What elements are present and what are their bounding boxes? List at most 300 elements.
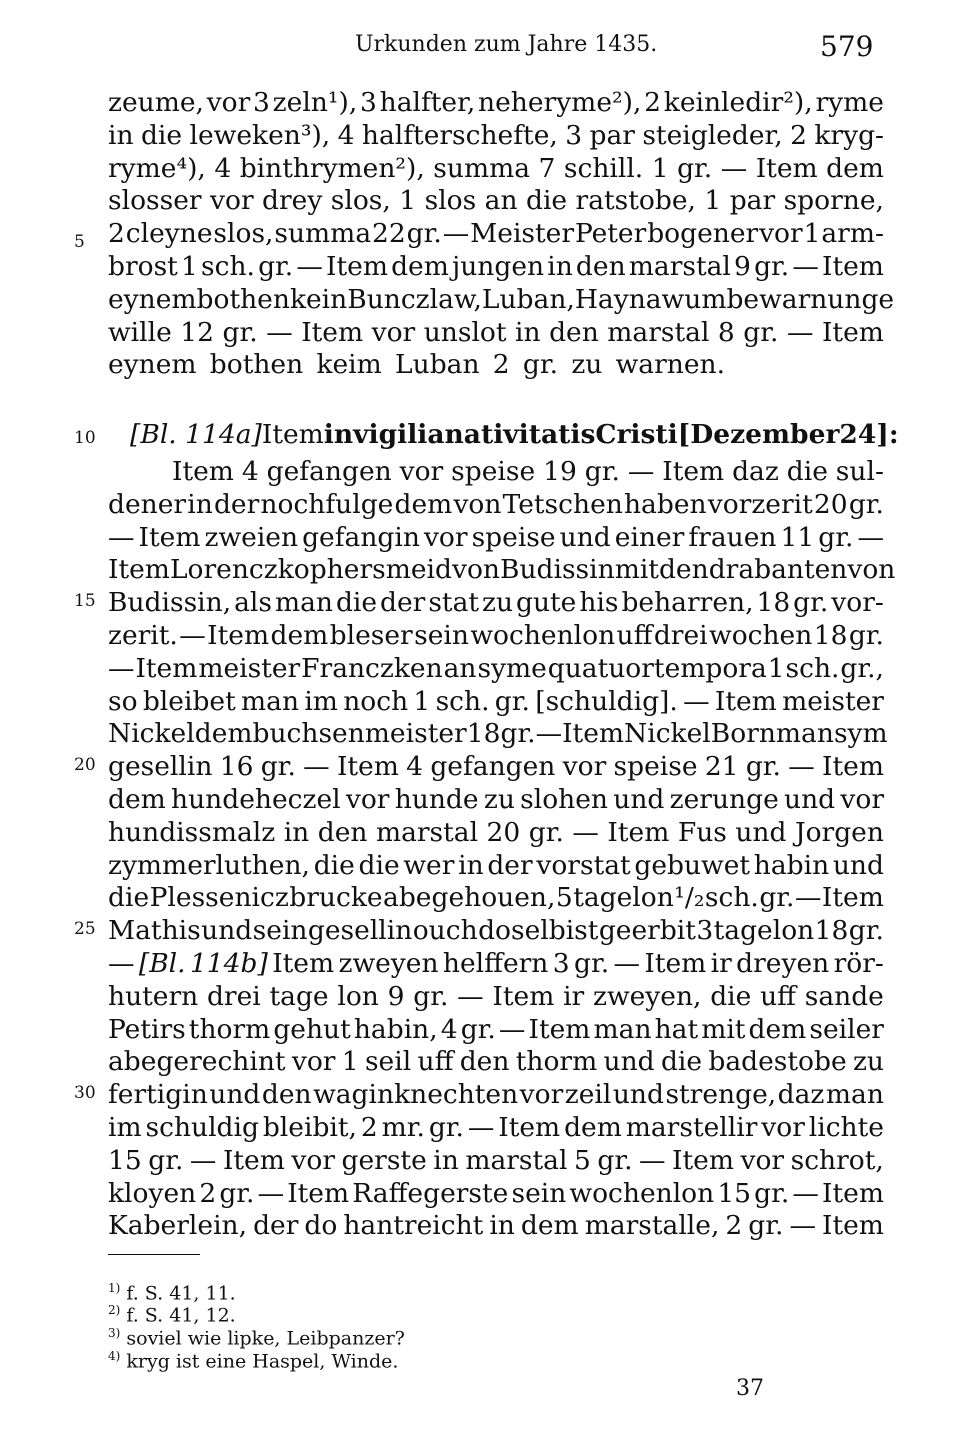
- word: —: [792, 1177, 819, 1209]
- word: Item: [207, 620, 270, 651]
- word: Peter: [574, 218, 647, 250]
- word: zu: [571, 349, 603, 381]
- word: sul-: [835, 456, 884, 487]
- word: 3: [696, 915, 714, 947]
- word: hat: [654, 1013, 699, 1045]
- word: wille: [108, 316, 172, 348]
- word: gr.: [500, 718, 536, 750]
- word: eynem: [108, 283, 197, 315]
- word: Item: [138, 521, 201, 553]
- word: den: [317, 816, 368, 848]
- text-line: [108, 521, 884, 555]
- word: gr.: [818, 521, 854, 553]
- word: 4: [337, 119, 355, 151]
- word: zerunge: [669, 784, 779, 815]
- word: hundeheczel: [171, 784, 341, 815]
- word: Item: [755, 152, 818, 184]
- word: umbe: [684, 283, 760, 315]
- word: tage: [269, 980, 329, 1012]
- word: 1: [180, 251, 198, 282]
- word: wochen: [709, 620, 813, 651]
- word: gr.: [258, 251, 294, 282]
- word: tagelon: [573, 882, 674, 914]
- footnote-text: kryg ist eine Haspel, Winde.: [126, 1350, 399, 1373]
- word: steigleder,: [642, 119, 783, 151]
- word: dreyen: [736, 948, 830, 979]
- text-line: [108, 914, 884, 948]
- word: 18: [813, 620, 848, 651]
- word: schill.: [563, 152, 644, 184]
- word: —: [108, 521, 135, 553]
- word: 2: [492, 349, 510, 381]
- footnote-text: soviel wie lipke, Leibpanzer?: [126, 1327, 405, 1350]
- word: bogener: [647, 218, 759, 250]
- word: in: [458, 849, 484, 881]
- word: Item: [336, 751, 399, 783]
- word: seil: [364, 1046, 412, 1078]
- word: die: [358, 849, 400, 881]
- word: sch.: [435, 685, 490, 717]
- word: Item: [714, 685, 777, 717]
- text-line: [108, 1209, 884, 1243]
- word: neheryme²),: [478, 87, 642, 118]
- footnote-mark: 2): [108, 1303, 121, 1317]
- word: sein: [414, 620, 469, 651]
- word: dem: [394, 488, 453, 520]
- word: 3: [565, 119, 583, 151]
- word: strenge,: [665, 1079, 777, 1111]
- text-line: [108, 1144, 884, 1178]
- word: vor: [761, 1112, 805, 1143]
- word: zeln¹),: [272, 87, 358, 118]
- word: gr.: [406, 218, 442, 250]
- word: drei: [653, 620, 708, 651]
- word: —: [794, 882, 822, 914]
- word: in: [547, 251, 573, 282]
- word: 9: [387, 980, 405, 1012]
- word: eynem: [108, 349, 197, 381]
- word: jungen: [452, 251, 545, 282]
- word: Item: [272, 948, 335, 979]
- word: ouch: [412, 915, 478, 947]
- word: dem: [391, 251, 449, 282]
- word: Item: [821, 316, 884, 348]
- word: Item: [607, 816, 670, 848]
- word: ir: [710, 948, 732, 979]
- word: vor: [840, 784, 884, 815]
- word: im: [304, 685, 338, 717]
- word: 1: [341, 1046, 359, 1078]
- word: und: [613, 784, 665, 815]
- word: in: [108, 119, 134, 151]
- text-line: [108, 1013, 884, 1047]
- word: Item: [222, 1144, 285, 1176]
- word: vor: [399, 456, 444, 487]
- word: stat: [428, 587, 480, 619]
- heading-word: [Dezember: [677, 419, 840, 450]
- word: in: [489, 1210, 515, 1242]
- text-line: [108, 849, 884, 883]
- word: marstellir: [625, 1112, 758, 1143]
- word: die: [525, 185, 568, 217]
- heading-word: in: [323, 419, 354, 450]
- word: gr.: [743, 316, 779, 348]
- word: sein: [511, 1177, 567, 1209]
- word: gr.: [148, 1144, 184, 1176]
- word: habin: [753, 849, 830, 881]
- word: —: [683, 685, 710, 717]
- word: par: [729, 185, 776, 217]
- word: thorm: [515, 1046, 598, 1078]
- word: Item: [644, 948, 707, 979]
- word: vor: [371, 316, 416, 348]
- word: —: [627, 456, 655, 487]
- word: gr.: [573, 948, 610, 979]
- word: ryme: [815, 87, 884, 118]
- word: dem: [748, 1013, 807, 1045]
- word: seiler: [809, 1013, 884, 1045]
- word: daz: [732, 456, 779, 487]
- heading-word: 24]:: [839, 419, 899, 450]
- word: drey: [262, 185, 323, 217]
- word: die: [786, 456, 828, 487]
- running-title: Urkunden zum Jahre 1435.: [355, 32, 658, 57]
- word: zu: [482, 587, 514, 619]
- word: man: [593, 1013, 652, 1045]
- word: hantreicht: [343, 1210, 484, 1242]
- word: speise: [471, 521, 556, 553]
- word: bleser: [329, 620, 413, 651]
- word: zeil: [564, 1079, 612, 1111]
- text-line: [108, 553, 896, 587]
- word: Mathis: [108, 915, 201, 947]
- word: gerste: [341, 1144, 427, 1176]
- word: Jorgen: [794, 816, 884, 848]
- word: fertigin: [108, 1079, 208, 1111]
- word: keinledir²),: [663, 87, 813, 118]
- word: daz: [777, 1079, 825, 1111]
- word: beharren,: [621, 587, 754, 619]
- word: 4: [241, 456, 259, 487]
- word: zu: [483, 784, 515, 815]
- word: gr.: [848, 488, 884, 520]
- text-line: [108, 250, 884, 284]
- word: dem: [520, 1210, 579, 1242]
- word: tagelon: [713, 915, 815, 947]
- word: 1: [413, 685, 431, 717]
- word: —: [613, 948, 640, 979]
- word: von: [847, 554, 896, 586]
- text-line: [108, 1177, 884, 1211]
- word: gr.: [528, 816, 564, 848]
- word: Item: [672, 1144, 734, 1176]
- word: slos: [424, 185, 477, 217]
- word: die: [710, 980, 752, 1012]
- word: die: [140, 119, 183, 151]
- word: doselbist: [478, 915, 599, 947]
- word: abegerechint: [108, 1046, 286, 1078]
- word: mit: [614, 554, 659, 586]
- text-line: [108, 1078, 884, 1112]
- word: —: [467, 1112, 495, 1143]
- word: gute: [516, 587, 577, 619]
- word: gr.: [754, 1177, 790, 1209]
- word: sch.: [785, 652, 840, 684]
- word: an: [484, 185, 518, 217]
- word: gr.,: [840, 652, 884, 684]
- word: summa: [274, 218, 372, 250]
- line-number: 20: [74, 755, 96, 775]
- word: Item: [822, 1177, 884, 1209]
- word: der: [487, 849, 533, 881]
- text-line: [108, 980, 884, 1014]
- word: wer: [403, 849, 455, 881]
- word: ratstobe,: [575, 185, 696, 217]
- word: Haynaw: [574, 283, 685, 315]
- word: vorzerit: [707, 488, 813, 520]
- word: unslot: [423, 316, 507, 348]
- text-line: [108, 283, 895, 317]
- word: 12: [180, 316, 215, 348]
- word: —: [442, 218, 470, 250]
- word: 1: [399, 185, 417, 217]
- section-heading: [130, 418, 899, 452]
- word: —: [639, 1144, 666, 1176]
- word: und: [832, 849, 884, 881]
- word: vor: [210, 185, 254, 217]
- word: vor: [740, 1144, 785, 1176]
- word: wochenlon: [569, 1177, 715, 1209]
- word: 1: [767, 652, 785, 684]
- word: gr.: [759, 882, 795, 914]
- word: in: [187, 488, 213, 520]
- text-line: [108, 881, 884, 915]
- word: [schuldig].: [535, 685, 678, 717]
- text-line: [172, 455, 884, 489]
- word: Item: [822, 751, 884, 783]
- word: und: [603, 1046, 655, 1078]
- word: vor: [519, 1079, 564, 1111]
- word: —: [108, 948, 135, 979]
- word: hundissmalz: [108, 816, 276, 848]
- word: gr.: [748, 1210, 784, 1242]
- word: marstal: [607, 316, 710, 348]
- word: der: [380, 587, 426, 619]
- heading-word: nativitatis: [444, 419, 596, 450]
- word: Tetschen: [502, 488, 623, 520]
- word: cleyne: [125, 218, 213, 250]
- word: Budissin,: [108, 587, 232, 619]
- word: zweien: [204, 521, 299, 553]
- word: bothen: [196, 283, 290, 315]
- text-line: [108, 316, 884, 350]
- word: slos,: [213, 218, 274, 250]
- word: den: [459, 1046, 510, 1078]
- word: thorm: [188, 1013, 271, 1045]
- word: dener: [108, 488, 187, 520]
- word: gr.: [260, 751, 296, 783]
- word: —: [303, 751, 330, 783]
- word: Budissin: [499, 554, 615, 586]
- word: die: [660, 1046, 703, 1078]
- word: in: [433, 1144, 459, 1176]
- page-number: 579: [820, 30, 874, 63]
- word: 114b]: [189, 948, 268, 979]
- word: die: [108, 882, 150, 914]
- word: habin,: [353, 1013, 438, 1045]
- word: schuldig: [145, 1112, 259, 1143]
- folio-reference: [Bl. 114a]: [130, 419, 262, 450]
- text-line: [108, 586, 884, 620]
- word: ir: [563, 980, 585, 1012]
- word: uff: [616, 620, 653, 651]
- word: Item: [821, 882, 884, 914]
- word: gr.: [597, 1144, 633, 1176]
- word: man: [241, 685, 300, 717]
- text-line: [108, 685, 884, 719]
- word: 20: [813, 488, 848, 520]
- word: 2: [725, 1210, 743, 1242]
- word: gr.: [494, 685, 530, 717]
- word: zu: [852, 1046, 884, 1078]
- word: schrot,: [790, 1144, 884, 1176]
- word: gr.: [754, 251, 790, 282]
- word: Nickel: [108, 718, 195, 750]
- word: dem: [270, 620, 329, 651]
- word: syme: [477, 652, 547, 684]
- word: und: [201, 915, 253, 947]
- heading-word: Cristi: [595, 419, 678, 450]
- word: und: [784, 784, 836, 815]
- word: bothen: [209, 349, 304, 381]
- word: sporne,: [783, 185, 884, 217]
- word: drei: [206, 980, 261, 1012]
- word: 3: [552, 948, 570, 979]
- word: gehut: [273, 1013, 351, 1045]
- word: den: [549, 316, 599, 348]
- word: zerit.: [108, 620, 178, 651]
- word: brost: [108, 251, 178, 282]
- word: 3: [253, 87, 270, 118]
- text-line: [108, 947, 884, 981]
- line-number: 30: [74, 1083, 96, 1103]
- word: den: [261, 1079, 312, 1111]
- word: vor-: [831, 587, 884, 619]
- line-number: 15: [74, 591, 96, 611]
- word: zymmerluthen,: [108, 849, 310, 881]
- word: meister: [198, 652, 301, 684]
- word: [Bl.: [138, 948, 186, 979]
- word: marstal: [375, 816, 479, 848]
- word: —: [786, 316, 814, 348]
- word: und: [559, 521, 611, 553]
- word: bleibit,: [262, 1112, 357, 1143]
- text-line: [108, 1045, 884, 1079]
- word: vor: [291, 1046, 336, 1078]
- word: gr.: [522, 349, 559, 381]
- word: Raffegerste: [352, 1177, 509, 1209]
- word: speise: [613, 751, 698, 783]
- word: an: [443, 652, 477, 684]
- word: so: [108, 685, 138, 717]
- word: 2: [108, 218, 125, 250]
- word: und: [612, 1079, 664, 1111]
- word: gr.: [413, 980, 449, 1012]
- word: 21: [704, 751, 739, 783]
- word: von: [453, 488, 502, 520]
- word: 20: [486, 816, 521, 848]
- word: einer: [614, 521, 685, 553]
- word: Item: [498, 1112, 561, 1143]
- word: sande: [804, 980, 884, 1012]
- word: Kaberlein,: [108, 1210, 248, 1242]
- word: warnunge: [759, 283, 895, 315]
- word: frauen: [688, 521, 777, 553]
- word: gefangen: [266, 456, 392, 487]
- word: 18: [466, 718, 501, 750]
- text-line: [108, 184, 884, 218]
- word: von: [451, 554, 500, 586]
- word: 5: [555, 882, 573, 914]
- line-number: 5: [74, 232, 85, 252]
- word: gr.: [848, 620, 884, 651]
- word: 15: [717, 1177, 752, 1209]
- word: —: [296, 251, 323, 282]
- word: vor: [291, 1144, 335, 1176]
- footnote: [108, 1344, 398, 1373]
- word: im: [108, 1112, 142, 1143]
- word: nochfulge: [260, 488, 394, 520]
- word: lon: [337, 980, 379, 1012]
- word: Item: [135, 652, 198, 684]
- word: dem: [826, 152, 884, 184]
- word: —: [720, 152, 748, 184]
- word: mr.: [381, 1112, 425, 1143]
- word: 2: [644, 87, 662, 118]
- word: Item: [287, 1177, 350, 1209]
- word: slosser: [108, 185, 202, 217]
- word: Nickel: [624, 718, 711, 750]
- heading-word: vigilia: [353, 419, 445, 450]
- word: vor: [423, 521, 468, 553]
- word: keim: [316, 349, 382, 381]
- heading-word: Item: [261, 419, 324, 450]
- footnote-text: f. S. 41, 12.: [126, 1304, 236, 1327]
- word: man: [825, 1079, 884, 1111]
- word: slohen: [520, 784, 609, 815]
- word: sch.: [201, 251, 255, 282]
- word: slos,: [330, 185, 391, 217]
- word: —: [498, 1013, 526, 1045]
- text-line: [108, 217, 884, 251]
- word: gr.: [222, 316, 258, 348]
- word: Bornman: [710, 718, 834, 750]
- word: sein: [252, 915, 308, 947]
- word: Lorencz: [169, 554, 278, 586]
- word: man: [274, 587, 333, 619]
- word: —: [266, 316, 293, 348]
- word: 9: [734, 251, 751, 282]
- word: waginknechten: [313, 1079, 519, 1111]
- word: 18: [756, 587, 791, 619]
- word: 4: [214, 152, 232, 184]
- word: Item: [492, 980, 555, 1012]
- word: die: [335, 587, 378, 619]
- word: buchsenmeister: [252, 718, 467, 750]
- word: quatuortempora: [547, 652, 767, 684]
- word: 4: [440, 1013, 458, 1045]
- word: Item: [301, 316, 364, 348]
